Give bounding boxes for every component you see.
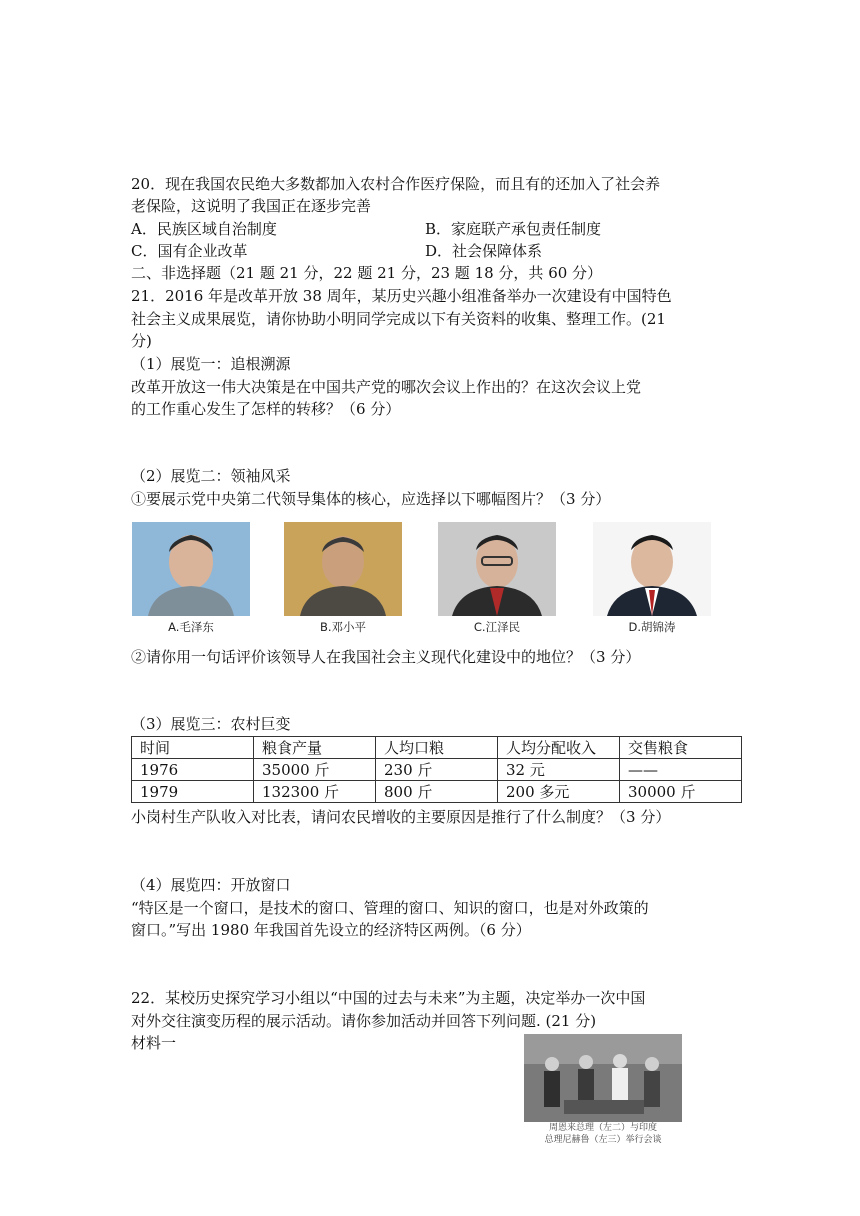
q21-part2-question2: ②请你用一句话评价该领导人在我国社会主义现代化建设中的地位？（3 分） (131, 648, 641, 666)
table-row (132, 781, 742, 803)
section2-heading: 二、非选择题（21 题 21 分，22 题 21 分，23 题 18 分，共 60 分） (131, 264, 603, 282)
q22-stem-line1: 22．某校历史探究学习小组以“中国的过去与未来”为主题，决定举办一次中国 (131, 989, 646, 1007)
portrait-c-image (438, 522, 556, 616)
table-cell: —— (620, 759, 742, 781)
portrait-d-image (593, 522, 711, 616)
material1-photo (524, 1034, 682, 1146)
portrait-option-d (593, 522, 711, 638)
q21-part3-title: （3）展览三：农村巨变 (131, 715, 291, 733)
table-cell: 1976 (132, 759, 254, 781)
q21-part4-question-line1: “特区是一个窗口，是技术的窗口、管理的窗口、知识的窗口，也是对外政策的 (131, 899, 649, 917)
table-header-cell: 时间 (132, 737, 254, 759)
table-cell: 32 元 (498, 759, 620, 781)
table-header-cell: 人均分配收入 (498, 737, 620, 759)
meeting-photo-caption-line2: 总理尼赫鲁（左三）举行会谈 (544, 1135, 662, 1145)
table-cell: 230 斤 (376, 759, 498, 781)
q22-material-label: 材料一 (131, 1034, 177, 1052)
q20-stem-line2: 老保险，这说明了我国正在逐步完善 (131, 197, 372, 215)
q21-part3-question: 小岗村生产队收入对比表，请问农民增收的主要原因是推行了什么制度？（3 分） (131, 808, 671, 826)
q20-option-a: A．民族区域自治制度 (131, 220, 277, 238)
table-row (132, 759, 742, 781)
portrait-b-image (284, 522, 402, 616)
portrait-option-c (438, 522, 556, 638)
q21-part4-title: （4）展览四：开放窗口 (131, 876, 291, 894)
table-cell: 200 多元 (498, 781, 620, 803)
portrait-d-caption: D.胡锦涛 (628, 620, 676, 634)
table-header-cell: 交售粮食 (620, 737, 742, 759)
q20-option-b: B．家庭联产承包责任制度 (425, 220, 602, 238)
q21-intro-line2: 社会主义成果展览，请你协助小明同学完成以下有关资料的收集、整理工作。(21 (131, 310, 666, 328)
meeting-photo-image (524, 1034, 682, 1122)
q21-part1-question-line2: 的工作重心发生了怎样的转移？（6 分） (131, 400, 401, 418)
portrait-a-caption: A.毛泽东 (168, 620, 214, 634)
q20-option-d: D．社会保障体系 (425, 242, 543, 260)
table-cell: 1979 (132, 781, 254, 803)
portrait-option-a (132, 522, 250, 638)
q21-part2-title: （2）展览二：领袖风采 (131, 467, 291, 485)
q21-part2-question1: ①要展示党中央第二代领导集体的核心，应选择以下哪幅图片？（3 分） (131, 490, 611, 508)
xiaogang-income-table (131, 736, 742, 803)
meeting-photo-caption-line1: 周恩来总理（左二）与印度 (548, 1123, 657, 1133)
table-cell: 800 斤 (376, 781, 498, 803)
q21-intro-line3: 分) (131, 332, 152, 350)
q21-part1-title: （1）展览一：追根溯源 (131, 355, 291, 373)
q21-part1-question-line1: 改革开放这一伟大决策是在中国共产党的哪次会议上作出的？在这次会议上党 (131, 378, 642, 396)
portrait-a-image (132, 522, 250, 616)
portrait-c-caption: C.江泽民 (473, 620, 521, 634)
table-header-cell: 粮食产量 (254, 737, 376, 759)
table-header-row (132, 737, 742, 759)
table-cell: 132300 斤 (254, 781, 376, 803)
portrait-option-b (284, 522, 402, 638)
portrait-b-caption: B.邓小平 (319, 620, 367, 634)
q20-stem-line1: 20．现在我国农民绝大多数都加入农村合作医疗保险，而且有的还加入了社会养 (131, 175, 661, 193)
q20-option-c: C．国有企业改革 (131, 242, 248, 260)
table-header-cell: 人均口粮 (376, 737, 498, 759)
q21-intro-line1: 21．2016 年是改革开放 38 周年，某历史兴趣小组准备举办一次建设有中国特色 (131, 287, 672, 305)
table-cell: 30000 斤 (620, 781, 742, 803)
q21-part4-question-line2: 窗口。”写出 1980 年我国首先设立的经济特区两例。（6 分） (131, 921, 531, 939)
table-cell: 35000 斤 (254, 759, 376, 781)
q22-stem-line2: 对外交往演变历程的展示活动。请你参加活动并回答下列问题. (21 分) (131, 1012, 597, 1030)
